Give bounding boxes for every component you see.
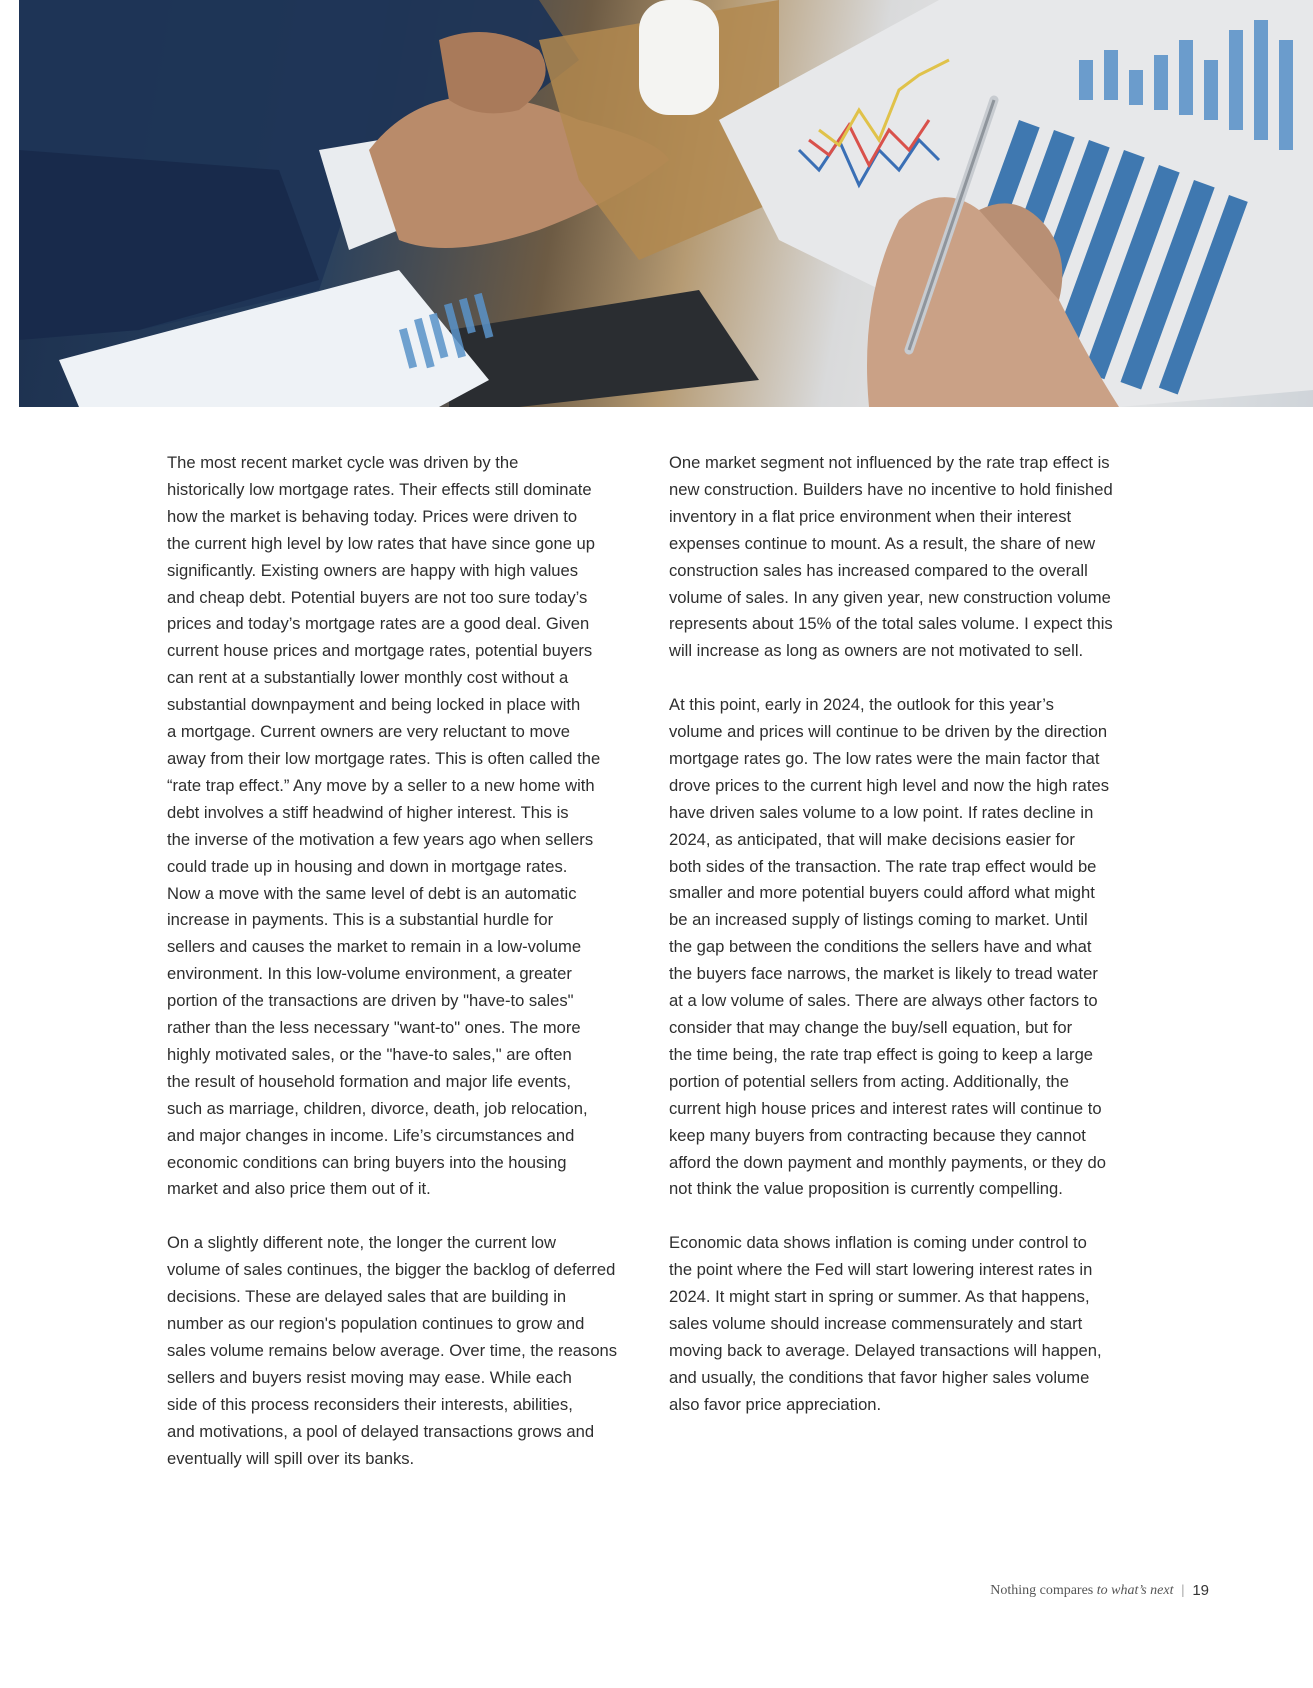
page-footer bbox=[990, 1582, 1209, 1599]
footer-separator: | bbox=[1181, 1582, 1185, 1598]
footer-tagline-start: Nothing compares bbox=[990, 1582, 1094, 1598]
paragraph-new-construction: One market segment not influenced by the rate trap effect is new construction. Builders have no incentive to hold finished inventory in a flat price environment when their interest expenses continue to mount. As a result, the share of new construction sales has increased compared to the overall volume of sales. In any given year, new construction volume represents about 15% of the total sales volume. I expect this will increase as long as owners are not motivated to sell. bbox=[669, 453, 1113, 661]
paragraph-deferred-decisions: On a slightly different note, the longer the current low volume of sales continues, the bigger the backlog of deferred decisions. These are delayed sales that are building in number as our region's population continues to grow and sales volume remains below average. Over time, the reasons sellers and buyers resist moving may ease. While each side of this process reconsiders their interests, abilities, and motivations, a pool of delayed transactions grows and eventually will spill over its banks. bbox=[167, 1233, 618, 1468]
right-column bbox=[669, 450, 1149, 1445]
hero-illustration bbox=[19, 0, 1313, 407]
footer-tagline-italic: to what’s next bbox=[1096, 1582, 1174, 1598]
paragraph-economic-data: Economic data shows inflation is coming under control to the point where the Fed will start lowering interest rates in 2024. It might start in spring or summer. As that happens, sales volume should increase commensurately and start moving back to average. Delayed transactions will happen, and usually, the conditions that favor higher sales volume also favor price appreciation. bbox=[669, 1233, 1102, 1414]
hero-photo bbox=[19, 0, 1313, 407]
paragraph-outlook-2024: At this point, early in 2024, the outlook for this year’s volume and prices will continue to be driven by the direction mortgage rates go. The low rates were the main factor that drove prices to the current high level and now the high rates have driven sales volume to a low point. If rates decline in 2024, as anticipated, that will make decisions easier for both sides of the transaction. The rate trap effect would be smaller and more potential buyers could afford what might be an increased supply of listings coming to market. Until the gap between the conditions the sellers have and what the buyers face narrows, the market is likely to tread water at a low volume of sales. There are always other factors to consider that may change the buy/sell equation, but for the time being, the rate trap effect is going to keep a large portion of potential sellers from acting. Additionally, the current high house prices and interest rates will continue to keep many buyers from contracting because they cannot afford the down payment and monthly payments, or they do not think the value proposition is currently compelling. bbox=[669, 695, 1109, 1199]
left-column bbox=[167, 450, 642, 1499]
paragraph-rate-trap: The most recent market cycle was driven by the historically low mortgage rates. Their effects still dominate how the market is behaving today. Prices were driven to the current high level by low rates that have since gone up significantly. Existing owners are happy with high values and cheap debt. Potential buyers are not too sure today’s prices and today’s mortgage rates are a good deal. Given current house prices and mortgage rates, potential buyers can rent at a substantially lower monthly cost without a substantial downpayment and being locked in place with a mortgage. Current owners are very reluctant to move away from their low mortgage rates. This is often called the “rate trap effect.” Any move by a seller to a new home with debt involves a stiff headwind of higher interest. This is the inverse of the motivation a few years ago when sellers could trade up in housing and down in mortgage rates. Now a move with the same level of debt is an automatic increase in payments. This is a substantial hurdle for sellers and causes the market to remain in a low-volume environment. In this low-volume environment, a greater portion of the transactions are driven by "have-to sales" rather than the less necessary "want-to" ones. The more highly motivated sales, or the "have-to sales," are often the result of household formation and major life events, such as marriage, children, divorce, death, job relocation, and major changes in income. Life’s circumstances and economic conditions can bring buyers into the housing market and also price them out of it. bbox=[167, 453, 601, 1199]
page-number: 19 bbox=[1192, 1582, 1209, 1599]
footer-tagline bbox=[990, 1583, 1173, 1599]
